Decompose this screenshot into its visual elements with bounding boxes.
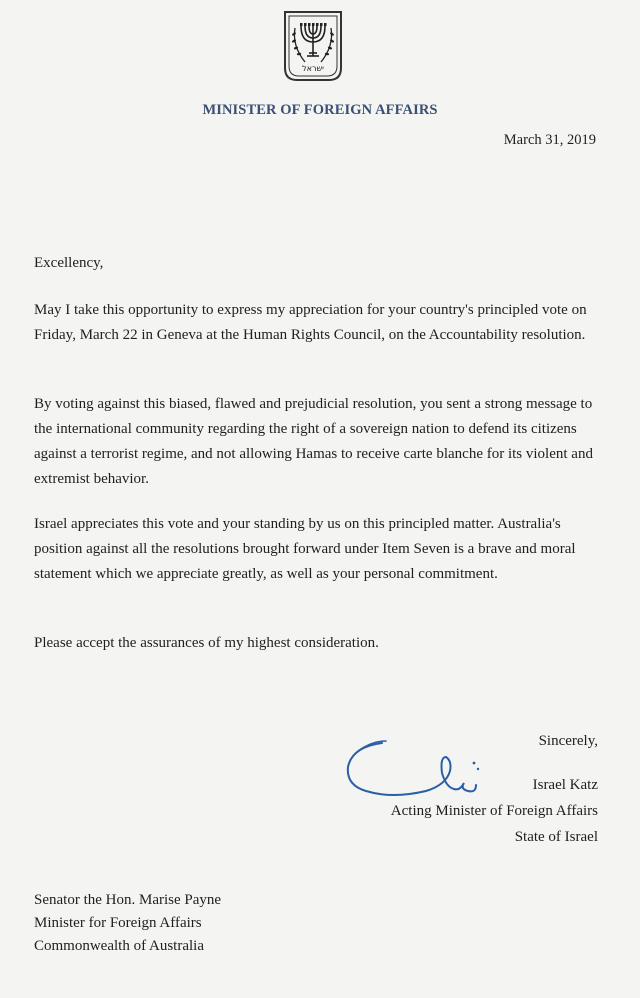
signatory-state: State of Israel <box>514 829 598 845</box>
body-paragraph: May I take this opportunity to express my appreciation for your country's principled vote on Friday, March 22 in Geneva at the Human Rights Council, on the Accountability resolution. <box>34 302 587 343</box>
letter-date: March 31, 2019 <box>503 132 596 148</box>
office-title: MINISTER OF FOREIGN AFFAIRS <box>202 102 438 118</box>
closing-line: Please accept the assurances of my highest consideration. <box>34 635 379 651</box>
body-paragraph: By voting against this biased, flawed and prejudicial resolution, you sent a strong message to the international community regarding the right of a sovereign nation to defend its citizens against a terrorist regime, and not allowing Hamas to receive carte blanche for its violent and extremist behavior. <box>34 396 593 487</box>
state-emblem-icon <box>281 8 345 86</box>
recipient-name: Senator the Hon. Marise Payne <box>34 892 222 908</box>
signature-block <box>391 728 598 850</box>
salutation: Excellency, <box>34 255 104 271</box>
signoff: Sincerely, <box>538 733 598 749</box>
signatory-title: Acting Minister of Foreign Affairs <box>390 803 598 819</box>
svg-text:ישראל: ישראל <box>302 64 324 73</box>
recipient-country: Commonwealth of Australia <box>34 938 204 954</box>
signatory-name: Israel Katz <box>532 777 598 793</box>
recipient-title: Minister for Foreign Affairs <box>34 915 202 931</box>
recipient-block <box>34 889 221 958</box>
body-paragraph: Israel appreciates this vote and your standing by us on this principled matter. Australia's position against all the resolutions brought forward under Item Seven is a brave and moral statement which we appreciate greatly, as well as your personal commitment. <box>34 516 576 582</box>
